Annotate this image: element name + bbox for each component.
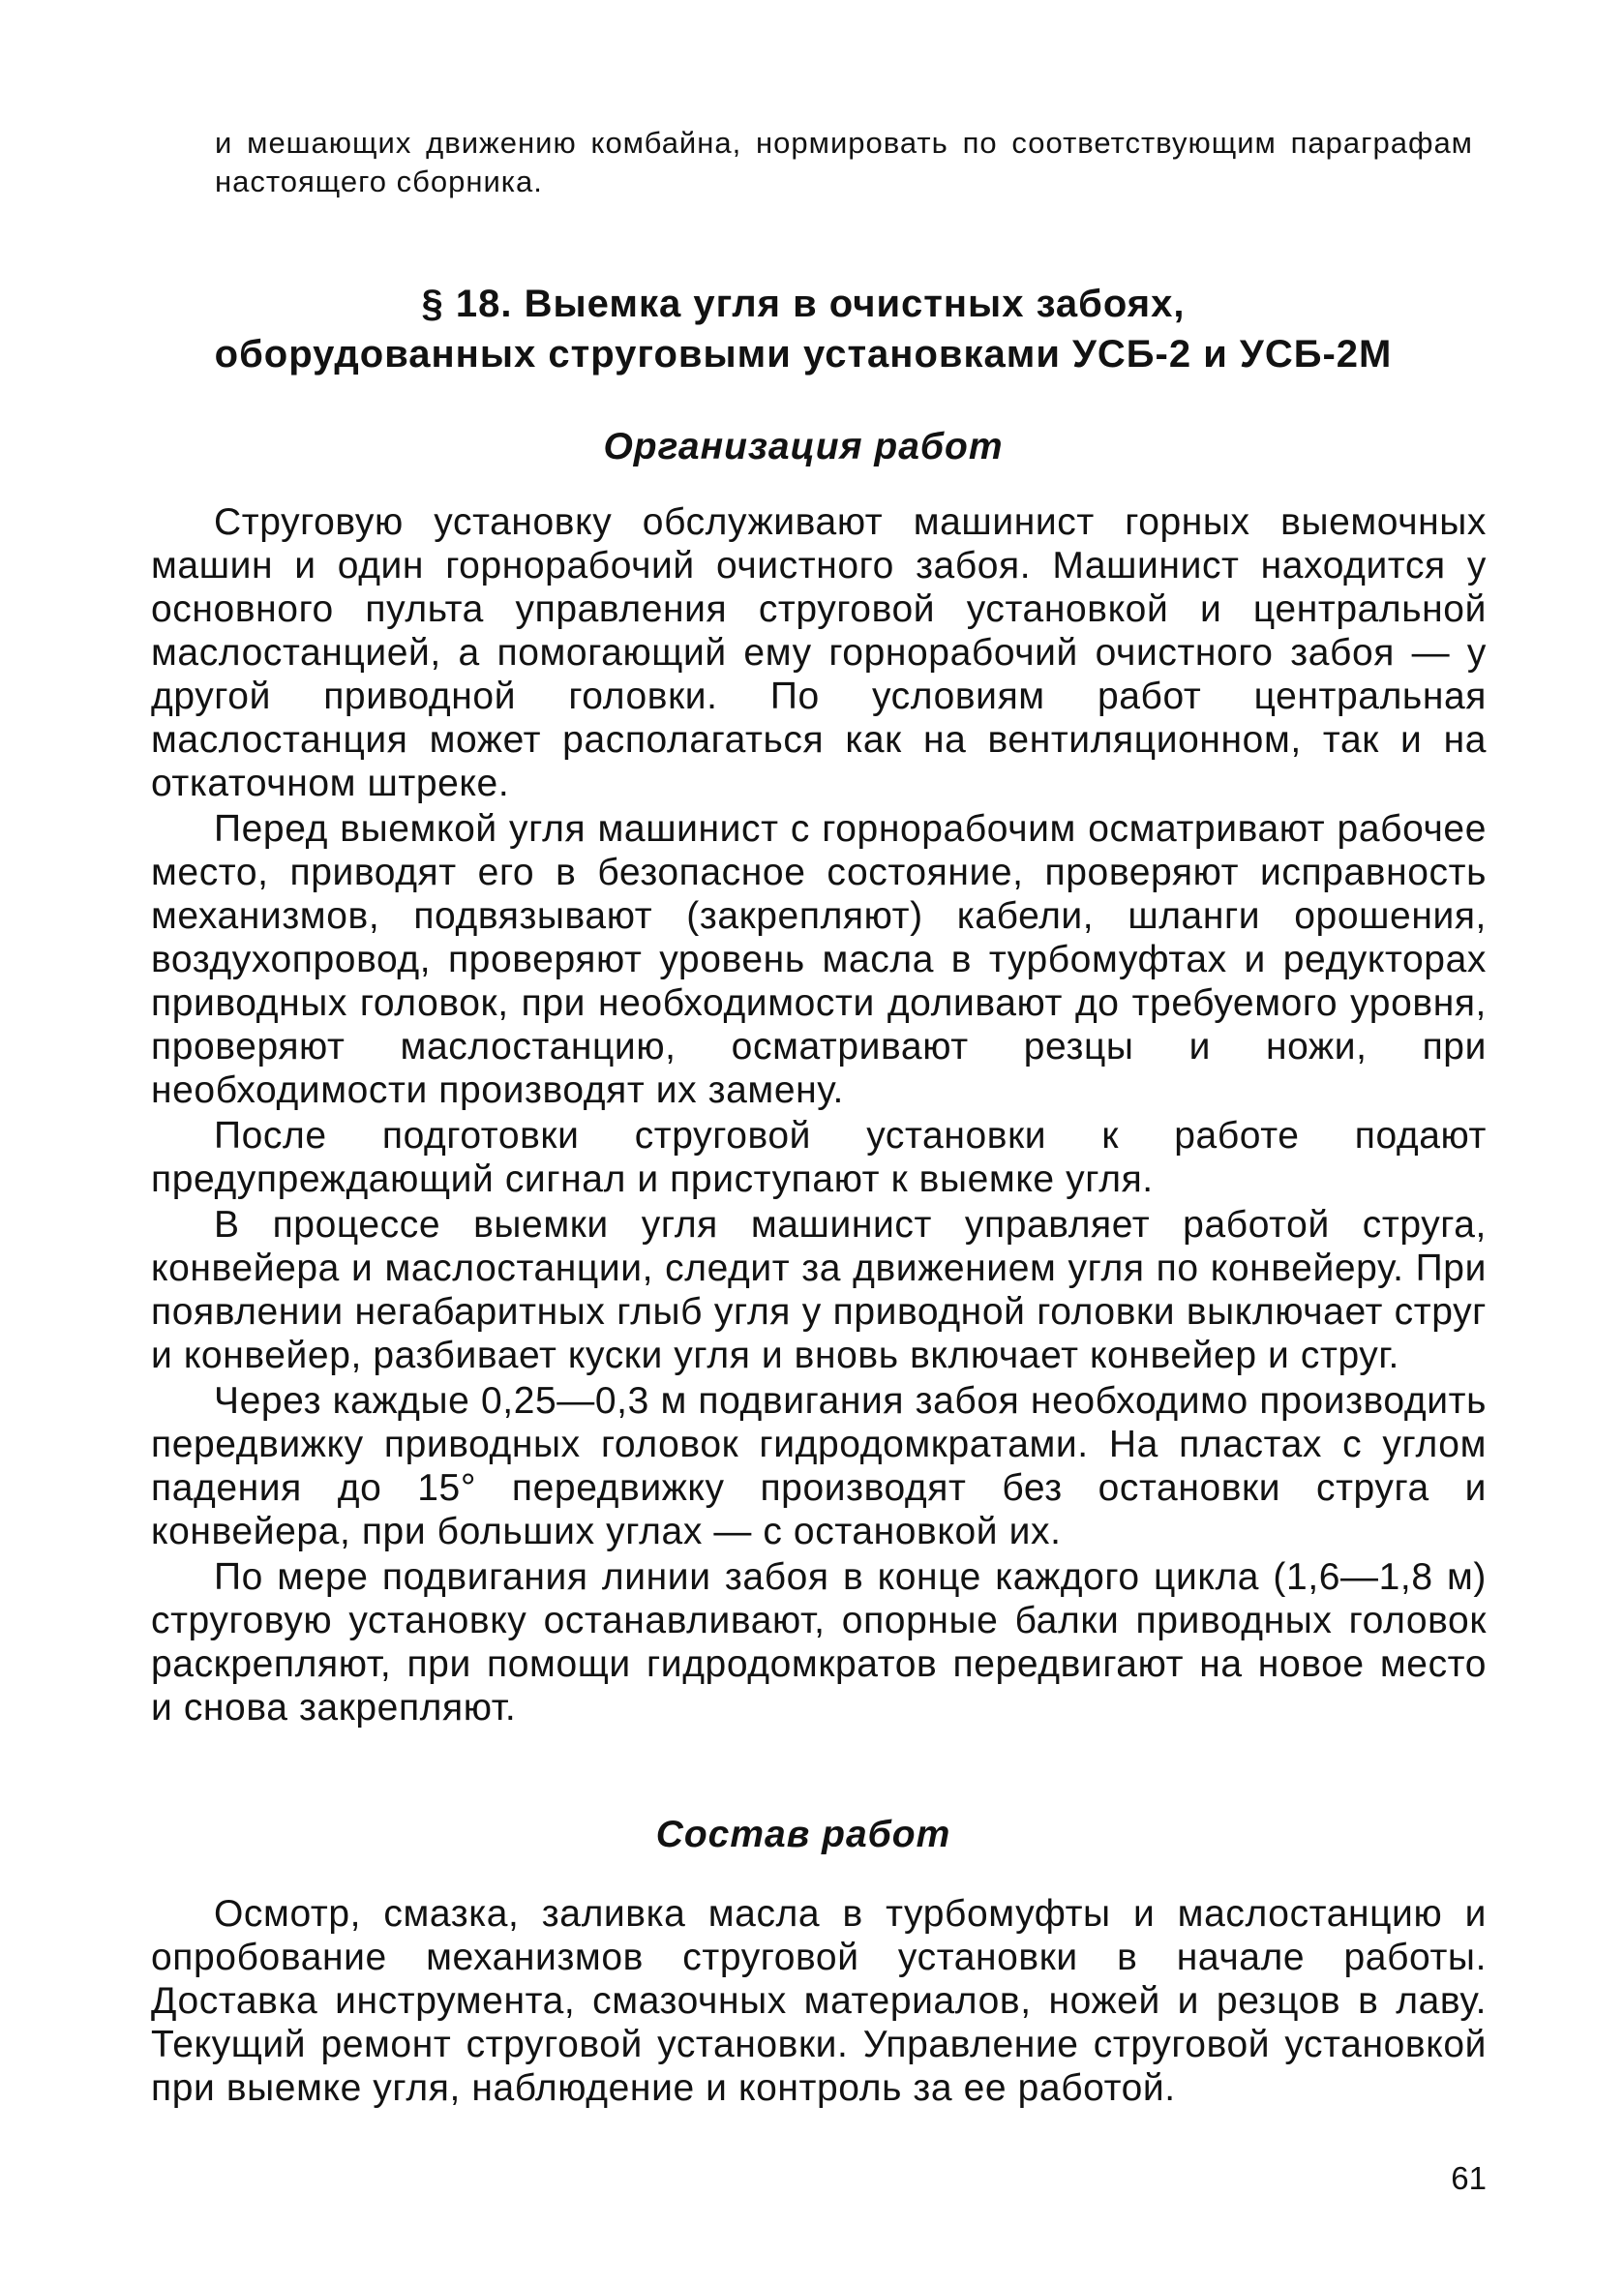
intro-paragraph: и мешающих движению комбайна, нормировать по соответствующим параграфам настоящего сборника. xyxy=(215,126,1473,198)
organization-body xyxy=(151,500,1487,1730)
section-title-line-1: § 18. Выемка угля в очистных забоях, xyxy=(421,283,1186,325)
composition-body xyxy=(151,1892,1487,2110)
organization-paragraph: Через каждые 0,25—0,3 м подвигания забоя необходимо производить передвижку приводных головок гидродомкратами. На пластах с углом падения до 15° передвижку производят без остановки струга и конвейера, при больших углах — с остановкой их. xyxy=(151,1380,1487,1552)
organization-paragraph: После подготовки струговой установки к работе подают предупреждающий сигнал и приступают к выемке угля. xyxy=(151,1115,1487,1200)
page-number: 61 xyxy=(1451,2160,1487,2196)
composition-paragraph: Осмотр, смазка, заливка масла в турбомуфты и маслостанцию и опробование механизмов струговой установки в начале работы. Доставка инструмента, смазочных материалов, ножей и резцов в лаву. Текущий ремонт струговой установки. Управление струговой установкой при выемке угля, наблюдение и контроль за ее работой. xyxy=(151,1893,1487,2109)
composition-heading: Состав работ xyxy=(655,1814,951,1855)
organization-paragraph: В процессе выемки угля машинист управляет работой струга, конвейера и маслостанции, следит за движением угля по конвейеру. При появлении негабаритных глыб угля у приводной головки выключает струг и конвейер, разбивает куски угля и вновь включает конвейер и струг. xyxy=(151,1204,1487,1376)
organization-heading: Организация работ xyxy=(603,426,1004,467)
section-title-line-2: оборудованных струговыми установками УСБ-2 и УСБ-2М xyxy=(214,333,1393,376)
section-title xyxy=(174,279,1432,379)
organization-paragraph: Струговую установку обслуживают машинист горных выемочных машин и один горнорабочий очистного забоя. Машинист находится у основного пульта управления струговой установкой и центральной маслостанцией, а помогающий ему горнорабочий очистного забоя — у другой приводной головки. По условиям работ центральная маслостанция может располагаться как на вентиляционном, так и на откаточном штреке. xyxy=(151,501,1487,804)
organization-paragraph: По мере подвигания линии забоя в конце каждого цикла (1,6—1,8 м) струговую установку останавливают, опорные балки приводных головок раскрепляют, при помощи гидродомкратов передвигают на новое место и снова закрепляют. xyxy=(151,1556,1487,1729)
organization-paragraph: Перед выемкой угля машинист с горнорабочим осматривают рабочее место, приводят его в безопасное состояние, проверяют исправность механизмов, подвязывают (закрепляют) кабели, шланги орошения, воздухопровод, проверяют уровень масла в турбомуфтах и редукторах приводных головок, при необходимости доливают до требуемого уровня, проверяют маслостанцию, осматривают резцы и ножи, при необходимости производят их замену. xyxy=(151,808,1487,1111)
